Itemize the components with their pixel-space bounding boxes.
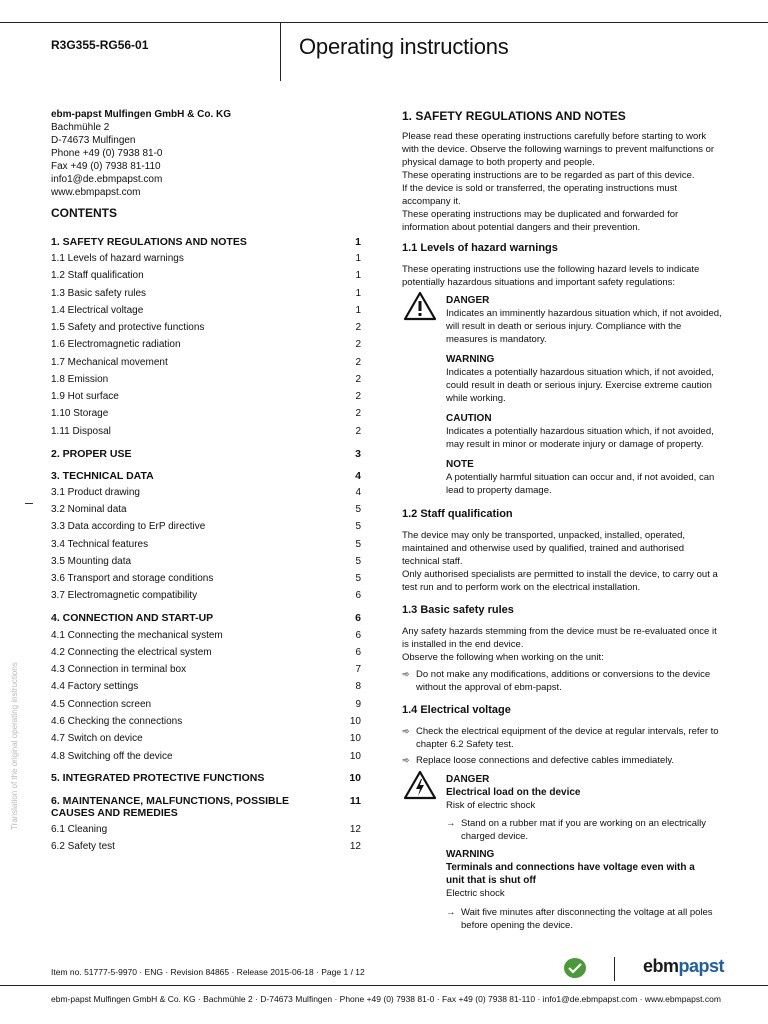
- action-text: Wait five minutes after disconnecting the voltage at all poles before opening the device.: [461, 907, 713, 931]
- hazard-text: Indicates an imminently hazardous situation which, if not avoided, will result in death or serious injury. Compliance with the measures is mandatory.: [446, 308, 722, 345]
- toc-item[interactable]: [51, 630, 361, 642]
- hazard-text: Indicates a potentially hazardous situation which, if not avoided, may result in minor or moderate injury or damage of property.: [446, 426, 714, 450]
- toc-item[interactable]: [51, 487, 361, 499]
- hazard-danger-electrical: [446, 773, 722, 812]
- logo-part-ebm: ebm: [643, 956, 679, 976]
- hazard-label: WARNING: [446, 354, 495, 365]
- toc-item-title: 5. INTEGRATED PROTECTIVE FUNCTIONS: [51, 772, 265, 784]
- hazard-note: [446, 458, 722, 497]
- toc-item-title: 1.4 Electrical voltage: [51, 305, 144, 316]
- address-street: Bachmühle 2: [51, 122, 110, 133]
- toc-item-title: 4.2 Connecting the electrical system: [51, 647, 212, 658]
- toc-item[interactable]: [51, 795, 361, 819]
- section-1-text: [402, 130, 720, 234]
- document-title: Operating instructions: [299, 34, 509, 59]
- toc-item[interactable]: [51, 504, 361, 516]
- bullet-text: Replace loose connections and defective cables immediately.: [416, 755, 675, 766]
- toc-item[interactable]: [51, 521, 361, 533]
- hazard-text: Risk of electric shock: [446, 800, 536, 811]
- toc-item-page: 2: [355, 408, 361, 419]
- action-item: [446, 906, 722, 932]
- hazard-label: CAUTION: [446, 413, 492, 424]
- right-arrow-icon: →: [446, 907, 456, 918]
- toc-item-page: 1: [355, 253, 361, 264]
- toc-item-title: 6. MAINTENANCE, MALFUNCTIONS, POSSIBLE CAUSES AND REMEDIES: [51, 795, 290, 819]
- address-phone: Phone +49 (0) 7938 81-0: [51, 148, 163, 159]
- action-text: Stand on a rubber mat if you are working on an electrically charged device.: [461, 818, 707, 842]
- address-web[interactable]: www.ebmpapst.com: [51, 187, 141, 198]
- section-1-1-heading: 1.1 Levels of hazard warnings: [402, 242, 558, 254]
- toc-item-page: 6: [355, 590, 361, 601]
- toc-item-page: 6: [355, 647, 361, 658]
- toc-item-page: 5: [355, 504, 361, 515]
- header-rule-top: [0, 22, 768, 23]
- toc-item[interactable]: [51, 751, 361, 763]
- footer-rule: [0, 985, 768, 986]
- toc-item-title: 1.7 Mechanical movement: [51, 357, 168, 368]
- toc-item[interactable]: [51, 556, 361, 568]
- footer-logo-divider: [614, 957, 615, 981]
- toc-item-page: 6: [355, 612, 361, 624]
- toc-item-page: 1: [355, 305, 361, 316]
- footer-address: ebm-papst Mulfingen GmbH & Co. KG · Bachmühle 2 · D-74673 Mulfingen · Phone +49 (0) 7938 81-0 · Fax +49 (0) 7938 81-110 · info1@de.ebmpapst.com · www.ebmpapst.com: [51, 994, 721, 1004]
- toc-item-page: 6: [355, 630, 361, 641]
- toc-item-title: 1.3 Basic safety rules: [51, 288, 147, 299]
- toc-item-title: 1.6 Electromagnetic radiation: [51, 339, 181, 350]
- hazard-warning-voltage: [446, 848, 722, 900]
- toc-item-page: 10: [349, 751, 361, 762]
- hazard-title: Terminals and connections have voltage even with a unit that is shut off: [446, 862, 695, 886]
- paragraph: These operating instructions are to be regarded as part of this device.: [402, 170, 695, 181]
- hazard-text: Electric shock: [446, 888, 505, 899]
- toc-item[interactable]: [51, 772, 361, 784]
- hazard-label: NOTE: [446, 459, 474, 470]
- paragraph: Observe the following when working on the unit:: [402, 652, 604, 663]
- ebmpapst-logo: [643, 956, 724, 977]
- bullet-item: [402, 725, 722, 751]
- toc-item[interactable]: [51, 573, 361, 585]
- toc-item[interactable]: [51, 305, 361, 317]
- toc-item[interactable]: [51, 322, 361, 334]
- section-1-3-heading: 1.3 Basic safety rules: [402, 604, 514, 616]
- arrow-bullet-icon: ➾: [402, 669, 410, 679]
- toc-item[interactable]: [51, 408, 361, 420]
- toc-item-title: 4.6 Checking the connections: [51, 716, 183, 727]
- toc-item-page: 1: [355, 236, 361, 248]
- toc-item-title: 4.5 Connection screen: [51, 699, 152, 710]
- toc-item[interactable]: [51, 448, 361, 460]
- toc-item-title: 1.9 Hot surface: [51, 391, 119, 402]
- toc-item-page: 2: [355, 374, 361, 385]
- toc-item-title: 3.2 Nominal data: [51, 504, 127, 515]
- toc-item[interactable]: [51, 236, 361, 248]
- hazard-caution: [446, 412, 722, 451]
- toc-item-title: 4.8 Switching off the device: [51, 751, 173, 762]
- warning-triangle-icon: [403, 291, 437, 321]
- hazard-label: DANGER: [446, 295, 490, 306]
- toc-item-page: 12: [349, 841, 361, 852]
- toc-item-title: 4.7 Switch on device: [51, 733, 143, 744]
- toc-item-title: 1.1 Levels of hazard warnings: [51, 253, 184, 264]
- right-arrow-icon: →: [446, 818, 456, 829]
- address-fax: Fax +49 (0) 7938 81-110: [51, 161, 161, 172]
- toc-item-title: 1.5 Safety and protective functions: [51, 322, 205, 333]
- toc-item[interactable]: [51, 426, 361, 438]
- toc-item-page: 3: [355, 448, 361, 460]
- toc-item-page: 5: [355, 521, 361, 532]
- header-rule-vertical: [280, 22, 281, 81]
- hazard-warning: [446, 353, 722, 405]
- bullet-item: [402, 754, 722, 767]
- translation-note: Translation of the original operating instructions: [10, 662, 19, 830]
- toc-item-page: 1: [355, 288, 361, 299]
- toc-item-title: 4.4 Factory settings: [51, 681, 139, 692]
- toc-item[interactable]: [51, 824, 361, 836]
- toc-item-title: 1.8 Emission: [51, 374, 109, 385]
- toc-item[interactable]: [51, 699, 361, 711]
- hazard-title: Electrical load on the device: [446, 787, 581, 798]
- toc-item-title: 3.1 Product drawing: [51, 487, 140, 498]
- paragraph: Any safety hazards stemming from the device must be re-evaluated once it is installed in the end device.: [402, 626, 717, 650]
- toc-item[interactable]: [51, 339, 361, 351]
- toc-item-title: 1.2 Staff qualification: [51, 270, 144, 281]
- section-1-2-text: [402, 529, 720, 594]
- address-city: D-74673 Mulfingen: [51, 135, 136, 146]
- company-address: [51, 108, 351, 199]
- section-1-2-heading: 1.2 Staff qualification: [402, 508, 513, 520]
- toc-item[interactable]: [51, 288, 361, 300]
- toc-item-title: 3.7 Electromagnetic compatibility: [51, 590, 198, 601]
- arrow-bullet-icon: ➾: [402, 726, 410, 736]
- toc-item-page: 2: [355, 339, 361, 350]
- toc-item-title: 4. CONNECTION AND START-UP: [51, 612, 214, 624]
- toc-item-page: 4: [355, 470, 361, 482]
- hazard-text: Indicates a potentially hazardous situation which, if not avoided, could result in death or serious injury. Exercise extreme caution while working.: [446, 367, 714, 404]
- toc-item-page: 2: [355, 426, 361, 437]
- margin-marker: [25, 503, 33, 504]
- paragraph: Only authorised specialists are permitted to install the device, to carry out a test run and to perform work on the electrical installation.: [402, 569, 718, 593]
- toc-item[interactable]: [51, 733, 361, 745]
- toc-item-title: 3.3 Data according to ErP directive: [51, 521, 206, 532]
- toc-item-title: 3.5 Mounting data: [51, 556, 132, 567]
- logo-part-papst: papst: [678, 956, 725, 976]
- toc-item-page: 2: [355, 357, 361, 368]
- toc-item-page: 1: [355, 270, 361, 281]
- paragraph: The device may only be transported, unpacked, installed, operated, maintained and otherwise used by qualified, trained and authorised technical staff.: [402, 530, 686, 567]
- paragraph: These operating instructions use the following hazard levels to indicate potentially hazardous situations and important safety regulations:: [402, 264, 700, 288]
- toc-item[interactable]: [51, 716, 361, 728]
- hazard-label: WARNING: [446, 849, 495, 860]
- toc-item-page: 11: [349, 795, 361, 807]
- green-tech-seal-icon: [562, 957, 588, 979]
- toc-item-page: 2: [355, 391, 361, 402]
- toc-item[interactable]: [51, 841, 361, 853]
- toc-item-title: 1.10 Storage: [51, 408, 109, 419]
- toc-item[interactable]: [51, 470, 361, 482]
- section-1-4-heading: 1.4 Electrical voltage: [402, 704, 511, 716]
- toc-item[interactable]: [51, 391, 361, 403]
- toc-item-page: 5: [355, 556, 361, 567]
- toc-item-title: 4.1 Connecting the mechanical system: [51, 630, 223, 641]
- electric-hazard-icon: [403, 770, 437, 800]
- action-item: [446, 817, 722, 843]
- toc-item-title: 3.4 Technical features: [51, 539, 149, 550]
- toc-item[interactable]: [51, 357, 361, 369]
- document-code: R3G355-RG56-01: [51, 38, 149, 52]
- paragraph: If the device is sold or transferred, the operating instructions must accompany it.: [402, 183, 678, 207]
- section-1-heading: 1. SAFETY REGULATIONS AND NOTES: [402, 109, 626, 123]
- bullet-text: Do not make any modifications, additions or conversions to the device without the approval of ebm-papst.: [416, 669, 711, 693]
- hazard-danger: [446, 294, 722, 346]
- toc-item-title: 2. PROPER USE: [51, 448, 132, 460]
- toc-item-title: 4.3 Connection in terminal box: [51, 664, 187, 675]
- toc-item[interactable]: [51, 681, 361, 693]
- toc-item[interactable]: [51, 270, 361, 282]
- toc-item[interactable]: [51, 539, 361, 551]
- bullet-text: Check the electrical equipment of the device at regular intervals, refer to chapter 6.2 Safety test.: [416, 726, 719, 750]
- toc-item-page: 5: [355, 539, 361, 550]
- toc-item[interactable]: [51, 664, 361, 676]
- toc-item-page: 8: [355, 681, 361, 692]
- toc-item-title: 6.2 Safety test: [51, 841, 115, 852]
- toc-item-page: 7: [355, 664, 361, 675]
- toc-item-page: 2: [355, 322, 361, 333]
- toc-item-page: 10: [349, 772, 361, 784]
- hazard-label: DANGER: [446, 774, 490, 785]
- toc-item[interactable]: [51, 253, 361, 265]
- toc-item-page: 12: [349, 824, 361, 835]
- toc-item-page: 4: [355, 487, 361, 498]
- section-1-3-text: [402, 625, 720, 664]
- toc-item-title: 3. TECHNICAL DATA: [51, 470, 154, 482]
- toc-item-page: 5: [355, 573, 361, 584]
- toc-item-title: 1.11 Disposal: [51, 426, 111, 437]
- toc-item[interactable]: [51, 374, 361, 386]
- toc-item-title: 1. SAFETY REGULATIONS AND NOTES: [51, 236, 247, 248]
- arrow-bullet-icon: ➾: [402, 755, 410, 765]
- toc-item[interactable]: [51, 590, 361, 602]
- toc-item-page: 9: [355, 699, 361, 710]
- hazard-text: A potentially harmful situation can occur and, if not avoided, can lead to property damage.: [446, 472, 715, 496]
- paragraph: These operating instructions may be duplicated and forwarded for information about potential dangers and their prevention.: [402, 209, 679, 233]
- toc-item-page: 10: [349, 733, 361, 744]
- footer-item-info: Item no. 51777-5-9970 · ENG · Revision 84865 · Release 2015-06-18 · Page 1 / 12: [51, 967, 365, 977]
- paragraph: Please read these operating instructions carefully before starting to work with the device. Observe the following warnings to prevent malfunctions or physical damage to both property and people.: [402, 131, 715, 168]
- toc-item-title: 3.6 Transport and storage conditions: [51, 573, 214, 584]
- bullet-item: [402, 668, 722, 694]
- company-name: ebm-papst Mulfingen GmbH & Co. KG: [51, 109, 231, 120]
- toc-item-title: 6.1 Cleaning: [51, 824, 108, 835]
- address-email[interactable]: info1@de.ebmpapst.com: [51, 174, 163, 185]
- toc-item[interactable]: [51, 612, 361, 624]
- toc-item-page: 10: [349, 716, 361, 727]
- contents-heading: CONTENTS: [51, 206, 117, 220]
- toc-item[interactable]: [51, 647, 361, 659]
